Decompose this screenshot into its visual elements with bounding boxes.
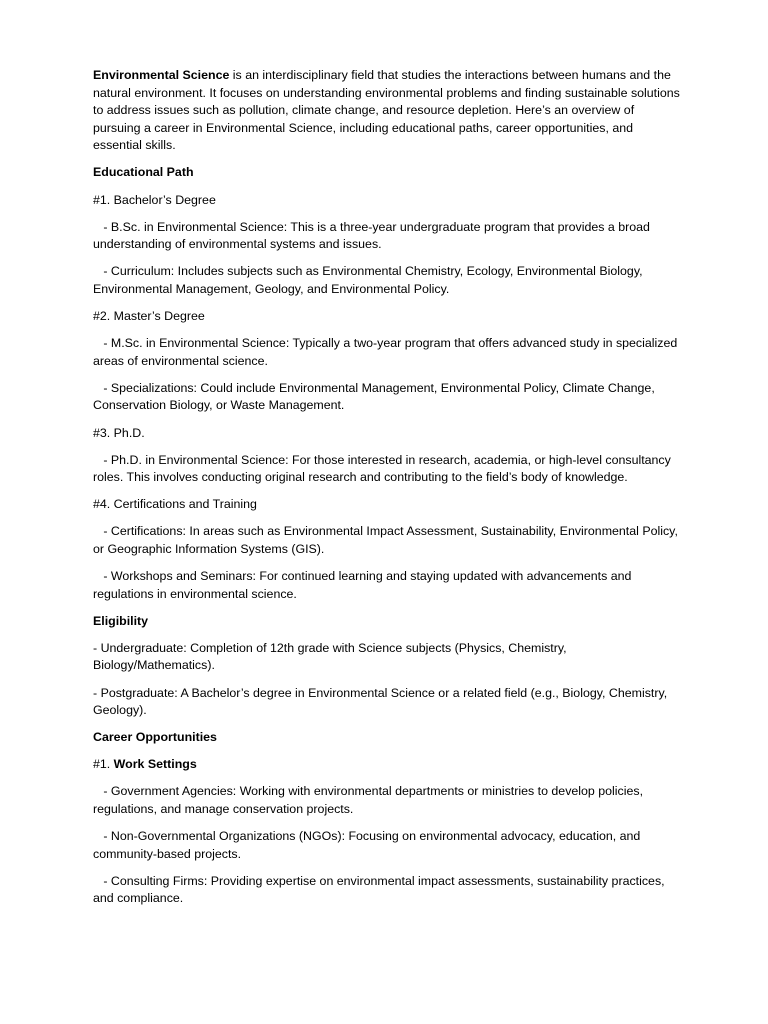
document-page: [93, 67, 683, 917]
eligibility-postgraduate: - Postgraduate: A Bachelor’s degree in Environmental Science or a related field (e.g., Biology, Chemistry, Geology).: [93, 685, 668, 718]
career-heading: Career Opportunities: [93, 730, 217, 745]
eligibility-undergraduate: - Undergraduate: Completion of 12th grade with Science subjects (Physics, Chemistry, Biology/Mathematics).: [93, 640, 567, 673]
master-title: #2. Master’s Degree: [93, 309, 205, 324]
certifications-item: - Certifications: In areas such as Environmental Impact Assessment, Sustainability, Environmental Policy, or Geographic Information Systems (GIS).: [93, 524, 678, 556]
workshops-item: - Workshops and Seminars: For continued learning and staying updated with advancements and regulations in environmental science.: [93, 569, 632, 601]
work-settings-prefix: #1.: [93, 757, 114, 772]
work-settings-consulting: - Consulting Firms: Providing expertise on environmental impact assessments, sustainability practices, and compliance.: [93, 873, 665, 906]
bachelor-item-curriculum: - Curriculum: Includes subjects such as Environmental Chemistry, Ecology, Environmental Biology, Environmental Management, Geology, and Environmental Policy.: [93, 264, 643, 296]
phd-item: - Ph.D. in Environmental Science: For those interested in research, academia, or high-level consultancy roles. This involves conducting original research and contributing to the field’s body of knowledge.: [93, 452, 671, 485]
intro-paragraph: [93, 67, 683, 155]
work-settings-government: - Government Agencies: Working with environmental departments or ministries to develop policies, regulations, and manage conservation projects.: [93, 784, 644, 816]
intro-lead: Environmental Science: [93, 68, 230, 82]
master-item-msc: - M.Sc. in Environmental Science: Typically a two-year program that offers advanced study in specialized areas of environmental science.: [93, 336, 678, 368]
work-settings-ngos: - Non-Governmental Organizations (NGOs): Focusing on environmental advocacy, education, and community-based projects.: [93, 829, 641, 861]
certifications-title: #4. Certifications and Training: [93, 497, 257, 512]
master-item-specializations: - Specializations: Could include Environmental Management, Environmental Policy, Climate Change, Conservation Biology, or Waste Management.: [93, 380, 655, 413]
phd-title: #3. Ph.D.: [93, 425, 145, 440]
educational-path-heading: Educational Path: [93, 165, 194, 180]
intro-text: is an interdisciplinary field that studies the interactions between humans and the natural environment. It focuses on understanding environmental problems and finding sustainable solutions to address issues such as pollution, climate change, and resource depletion. Here’s an overview of pursuing a career in Environmental Science, including educational paths, career opportunities, and essential skills.: [93, 68, 680, 153]
bachelor-item-bsc: - B.Sc. in Environmental Science: This is a three-year undergraduate program that provides a broad understanding of environmental systems and issues.: [93, 219, 650, 252]
bachelor-title: #1. Bachelor’s Degree: [93, 192, 216, 207]
work-settings-label: Work Settings: [113, 757, 197, 772]
work-settings-title: [93, 756, 683, 774]
eligibility-heading: Eligibility: [93, 613, 149, 628]
